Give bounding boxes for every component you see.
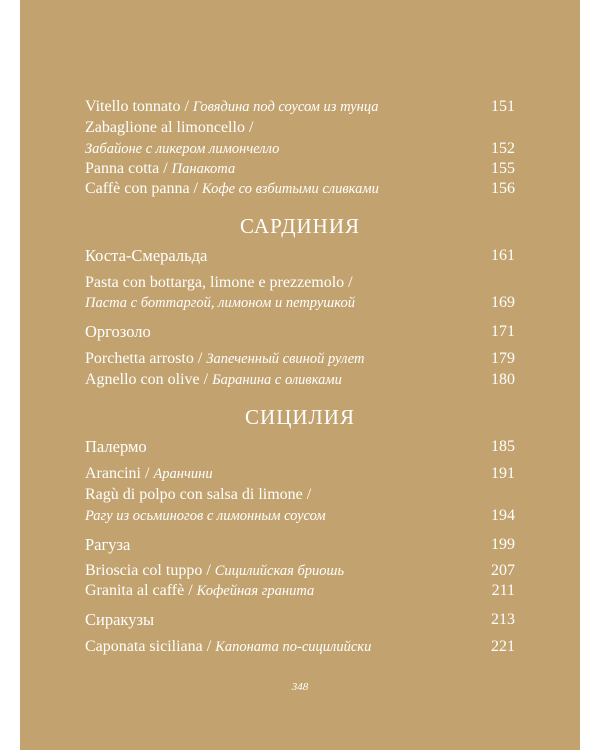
entry-translation: Говядина под соусом из тунца: [192, 99, 379, 115]
entry-translation: Сицилийская бриошь: [214, 563, 345, 579]
toc-region: [85, 610, 515, 630]
entry-translation: Кофейная гранита: [196, 583, 315, 599]
entry-page-number: 179: [491, 350, 515, 367]
entry-translation: Рагу из осьминогов с лимонным соусом: [85, 508, 326, 524]
entry-page-number: 207: [491, 562, 515, 579]
entry-translation: Капоната по-сицилийски: [215, 639, 372, 655]
entry-page-number: 155: [491, 160, 515, 177]
entry-separator: /: [202, 562, 215, 579]
entry-separator: /: [244, 119, 254, 136]
section-heading-sardinia: САРДИНИЯ: [239, 214, 361, 238]
entry-page-number: 161: [491, 247, 515, 264]
toc-region: [85, 437, 515, 457]
region-title: Коста-Смеральда: [85, 246, 208, 265]
entry-title: Vitello tonnato: [85, 98, 181, 115]
region-title: Оргозоло: [85, 322, 151, 341]
entry-translation: Кофе со взбитыми сливками: [202, 181, 379, 197]
entry-title: Pasta con bottarga, limone e prezzemolo: [85, 274, 345, 291]
entry-page-number: 211: [491, 582, 515, 599]
entry-page-number: 151: [491, 98, 515, 115]
toc-entry: [85, 349, 515, 369]
entry-title: Agnello con olive: [85, 371, 200, 388]
entry-page-number: 194: [491, 507, 515, 524]
toc-entry: [85, 273, 515, 293]
entry-translation: Панакота: [171, 161, 236, 177]
entry-separator: /: [193, 350, 207, 367]
region-title: Рагуза: [85, 535, 131, 554]
entry-page-number: 171: [491, 323, 515, 340]
entry-page-number: 185: [491, 438, 515, 455]
toc-entry: [85, 179, 515, 199]
entry-page-number: 199: [491, 536, 515, 553]
entry-translation: Баранина с оливками: [212, 372, 342, 388]
toc-region: [85, 246, 515, 266]
section-heading-sicily: СИЦИЛИЯ: [245, 405, 355, 429]
entry-title: Ragù di polpo con salsa di limone: [85, 486, 303, 503]
toc-entry: [85, 561, 515, 581]
toc-region: [85, 322, 515, 342]
region-title: Палермо: [85, 437, 147, 456]
entry-separator: /: [199, 371, 213, 388]
entry-translation: Аранчини: [153, 466, 213, 482]
toc-entry: [85, 139, 515, 159]
toc-entry: [85, 637, 515, 657]
entry-separator: /: [180, 98, 193, 115]
entry-page-number: 191: [491, 465, 515, 482]
entry-title: Caffè con panna: [85, 180, 190, 197]
entry-page-number: 221: [491, 638, 515, 655]
entry-separator: /: [163, 160, 172, 177]
toc-entry: [85, 293, 515, 313]
entry-page-number: 156: [491, 180, 515, 197]
entry-title: Caponata siciliana: [85, 638, 203, 655]
toc-entry: [85, 506, 515, 526]
entry-page-number: 169: [491, 294, 515, 311]
entry-separator: /: [202, 638, 216, 655]
entry-title: Granita al caffè: [85, 582, 185, 599]
entry-page-number: 213: [491, 611, 515, 628]
entry-separator: /: [140, 465, 154, 482]
entry-page-number: 180: [491, 371, 515, 388]
entry-translation: Запеченный свиной рулет: [206, 351, 365, 367]
toc-entry: [85, 159, 515, 179]
entry-separator: /: [184, 582, 197, 599]
entry-title: Brioscia col tuppo: [85, 562, 203, 579]
toc-entry: [85, 485, 515, 505]
entry-title: Zabaglione al limoncello: [85, 119, 245, 136]
toc-entry: [85, 581, 515, 601]
entry-separator: /: [302, 486, 312, 503]
entry-page-number: 152: [491, 140, 515, 157]
book-page: [20, 0, 580, 750]
toc-entry: [85, 97, 515, 117]
toc-entry: [85, 118, 515, 138]
page-folio: 348: [291, 681, 309, 693]
toc-entry: [85, 370, 515, 390]
entry-title: Porchetta arrosto: [85, 350, 194, 367]
entry-translation: Забайоне с ликером лимончелло: [85, 141, 280, 157]
entry-separator: /: [344, 274, 353, 291]
entry-title: Arancini: [85, 465, 141, 482]
toc-entry: [85, 464, 515, 484]
entry-title: Panna cotta: [85, 160, 164, 177]
region-title: Сиракузы: [85, 610, 155, 629]
entry-translation: Паста с боттаргой, лимоном и петрушкой: [85, 295, 355, 311]
toc-region: [85, 535, 515, 555]
entry-separator: /: [189, 180, 202, 197]
